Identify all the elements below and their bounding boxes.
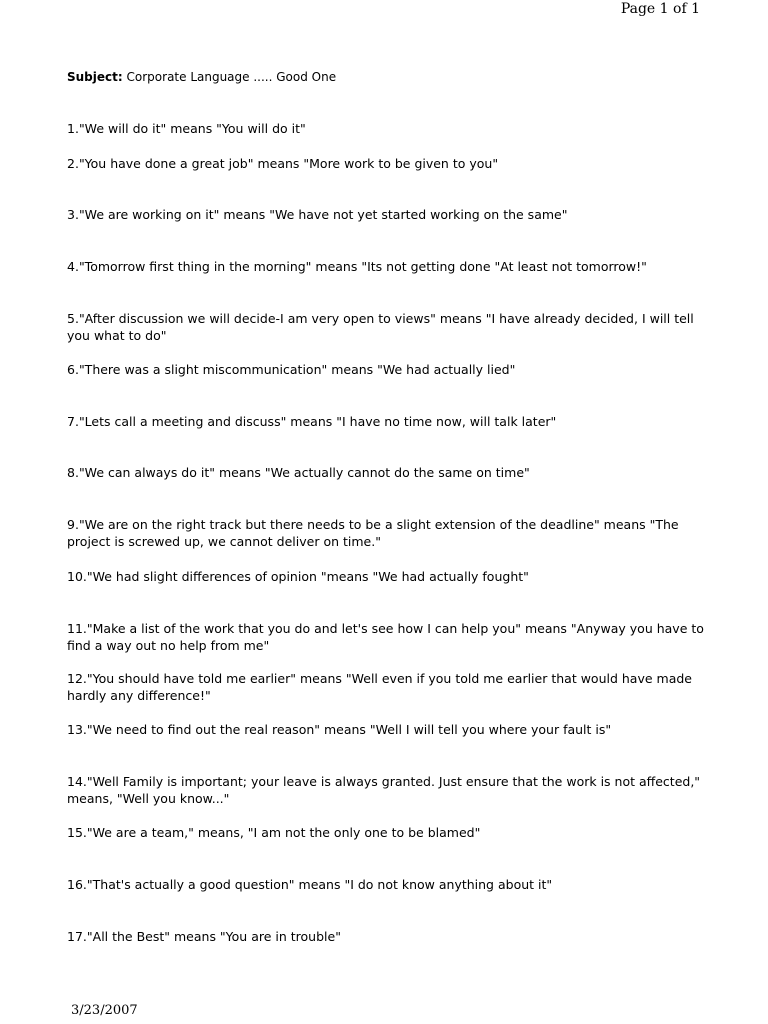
item-text: "Well Family is important; your leave is always granted. Just ensure that the work is not affected," means, "Well you know..." xyxy=(67,774,701,806)
item-number: 6. xyxy=(67,362,79,377)
item-number: 12. xyxy=(67,671,87,686)
list-item xyxy=(67,670,707,704)
item-number: 8. xyxy=(67,465,79,480)
item-text: "We will do it" means "You will do it" xyxy=(78,121,306,136)
item-text: "You have done a great job" means "More work to be given to you" xyxy=(78,156,499,171)
list-item xyxy=(67,721,707,738)
list-item xyxy=(67,361,707,378)
item-number: 14. xyxy=(67,774,87,789)
list-item xyxy=(67,464,707,481)
item-number: 1. xyxy=(67,121,79,136)
list-item xyxy=(67,516,707,550)
list-item xyxy=(67,206,707,223)
list-item xyxy=(67,928,707,945)
item-text: "We are working on it" means "We have not yet started working on the same" xyxy=(78,207,568,222)
item-text: "There was a slight miscommunication" means "We had actually lied" xyxy=(78,362,516,377)
item-number: 9. xyxy=(67,517,79,532)
item-text: "We are on the right track but there needs to be a slight extension of the deadline" means "The project is screwed up, we cannot deliver on time." xyxy=(67,517,679,549)
item-text: "We are a team," means, "I am not the only one to be blamed" xyxy=(86,825,481,840)
page-indicator: Page 1 of 1 xyxy=(620,1,700,17)
item-text: "Lets call a meeting and discuss" means "I have no time now, will talk later" xyxy=(78,414,557,429)
list-item xyxy=(67,120,707,137)
list-item xyxy=(67,876,707,893)
subject-text: Corporate Language ..... Good One xyxy=(126,70,337,84)
item-number: 3. xyxy=(67,207,79,222)
list-item xyxy=(67,258,707,275)
item-number: 5. xyxy=(67,311,79,326)
item-number: 7. xyxy=(67,414,79,429)
list-item xyxy=(67,310,707,344)
item-number: 4. xyxy=(67,259,79,274)
subject-label: Subject: xyxy=(67,70,123,84)
footer-date: 3/23/2007 xyxy=(71,1003,138,1018)
item-text: "You should have told me earlier" means "Well even if you told me earlier that would have made hardly any difference!" xyxy=(67,671,692,703)
item-text: "That's actually a good question" means "I do not know anything about it" xyxy=(86,877,553,892)
list-item xyxy=(67,413,707,430)
item-number: 11. xyxy=(67,621,87,636)
item-text: "Tomorrow first thing in the morning" means "Its not getting done "At least not tomorrow!" xyxy=(78,259,647,274)
list-item xyxy=(67,773,707,807)
list-item xyxy=(67,620,707,654)
list-item xyxy=(67,824,707,841)
item-text: "After discussion we will decide-I am very open to views" means "I have already decided, I will tell you what to do" xyxy=(67,311,694,343)
list-item xyxy=(67,155,707,172)
item-number: 10. xyxy=(67,569,87,584)
list-item xyxy=(67,568,707,585)
item-number: 16. xyxy=(67,877,87,892)
item-number: 17. xyxy=(67,929,87,944)
subject-line xyxy=(67,69,336,85)
item-number: 13. xyxy=(67,722,87,737)
item-text: "We need to find out the real reason" means "Well I will tell you where your fault is" xyxy=(86,722,612,737)
item-number: 15. xyxy=(67,825,87,840)
item-text: "All the Best" means "You are in trouble" xyxy=(86,929,341,944)
item-text: "We had slight differences of opinion "means "We had actually fought" xyxy=(86,569,529,584)
item-text: "Make a list of the work that you do and let's see how I can help you" means "Anyway you have to find a way out no help from me" xyxy=(67,621,704,653)
item-text: "We can always do it" means "We actually cannot do the same on time" xyxy=(78,465,530,480)
item-number: 2. xyxy=(67,156,79,171)
